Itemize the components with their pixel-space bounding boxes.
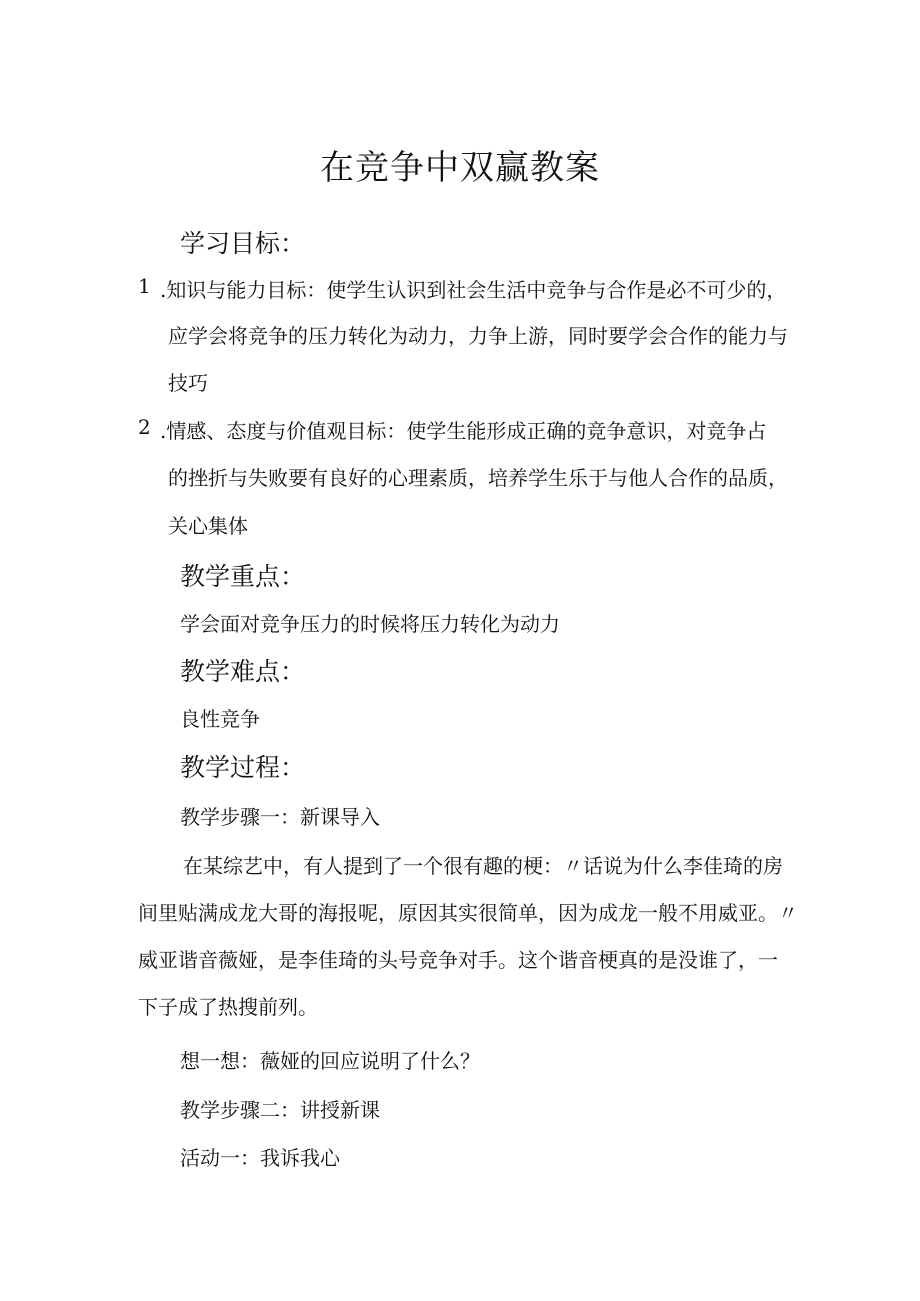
keypoint-heading: 教学重点： bbox=[180, 562, 306, 591]
objective1-line3: 技巧 bbox=[168, 371, 208, 395]
objective2-line2: 的挫折与失败要有良好的心理素质，培养学生乐于与他人合作的品质， bbox=[168, 466, 788, 490]
process-heading: 教学过程： bbox=[180, 753, 306, 782]
difficulty-text: 良性竞争 bbox=[180, 707, 260, 731]
objective2-line3: 关心集体 bbox=[168, 514, 248, 538]
document-title: 在竞争中双赢教案 bbox=[320, 148, 600, 188]
paragraph-line1: 在某综艺中，有人提到了一个很有趣的梗：〃话说为什么李佳琦的房 bbox=[183, 854, 783, 878]
step1-label: 教学步骤一：新课导入 bbox=[180, 805, 380, 829]
paragraph-line3: 威亚谐音薇娅，是李佳琦的头号竞争对手。这个谐音梗真的是没谁了，一 bbox=[138, 948, 778, 972]
paragraph-line2: 间里贴满成龙大哥的海报呢，原因其实很简单，因为成龙一般不用威亚。〃 bbox=[138, 901, 798, 925]
step2-label: 教学步骤二：讲授新课 bbox=[180, 1098, 380, 1122]
objective2-line1: .情感、态度与价值观目标：使学生能形成正确的竞争意识，对竞争占 bbox=[160, 419, 767, 443]
objective2-number: 2 bbox=[138, 415, 151, 439]
activity1-label: 活动一：我诉我心 bbox=[180, 1146, 340, 1170]
objective1-line1: .知识与能力目标：使学生认识到社会生活中竞争与合作是必不可少的， bbox=[160, 278, 787, 302]
objectives-heading: 学习目标： bbox=[180, 229, 306, 258]
think-question: 想一想：薇娅的回应说明了什么？ bbox=[180, 1049, 480, 1073]
difficulty-heading: 教学难点： bbox=[180, 657, 306, 686]
keypoint-text: 学会面对竞争压力的时候将压力转化为动力 bbox=[180, 612, 560, 636]
objective1-number: 1 bbox=[138, 274, 151, 298]
objective1-line2: 应学会将竞争的压力转化为动力，力争上游，同时要学会合作的能力与 bbox=[168, 324, 788, 348]
paragraph-line4: 下子成了热搜前列。 bbox=[138, 995, 318, 1019]
